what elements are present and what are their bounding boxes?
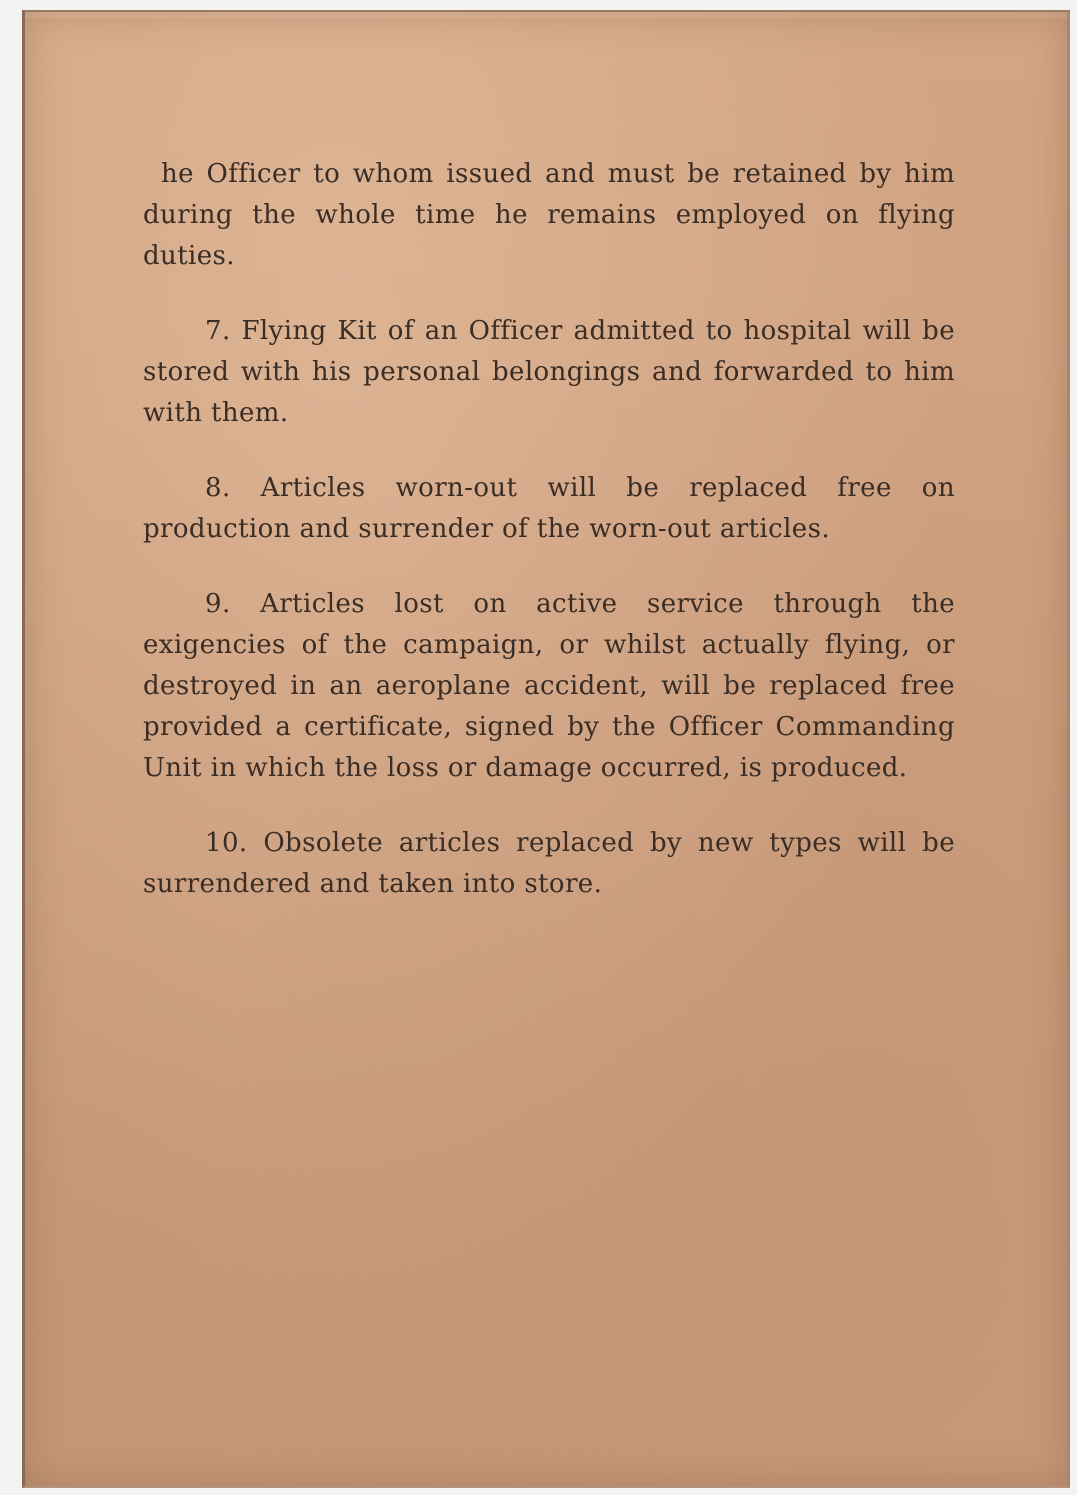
paragraph-7: 7. Flying Kit of an Officer admitted to hospital will be stored with his personal belongings and forwarded to him with them. xyxy=(143,316,955,428)
booklet-page xyxy=(22,10,1070,1488)
paragraph-8: 8. Articles worn-out will be replaced free on production and surrender of the worn-out articles. xyxy=(143,473,955,544)
paragraph-9: 9. Articles lost on active service through the exigencies of the campaign, or whilst actually flying, or destroyed in an aeroplane accident, will be replaced free provided a certificate, signed by the Officer Commanding Unit in which the loss or damage occurred, is produced. xyxy=(143,589,955,783)
top-edge-wear xyxy=(25,12,1070,18)
regulations-text xyxy=(143,154,955,939)
paragraph-10: 10. Obsolete articles replaced by new types will be surrendered and taken into store. xyxy=(143,828,955,899)
paragraph-6-continued: he Officer to whom issued and must be retained by him during the whole time he remains employed on flying duties. xyxy=(143,159,955,271)
